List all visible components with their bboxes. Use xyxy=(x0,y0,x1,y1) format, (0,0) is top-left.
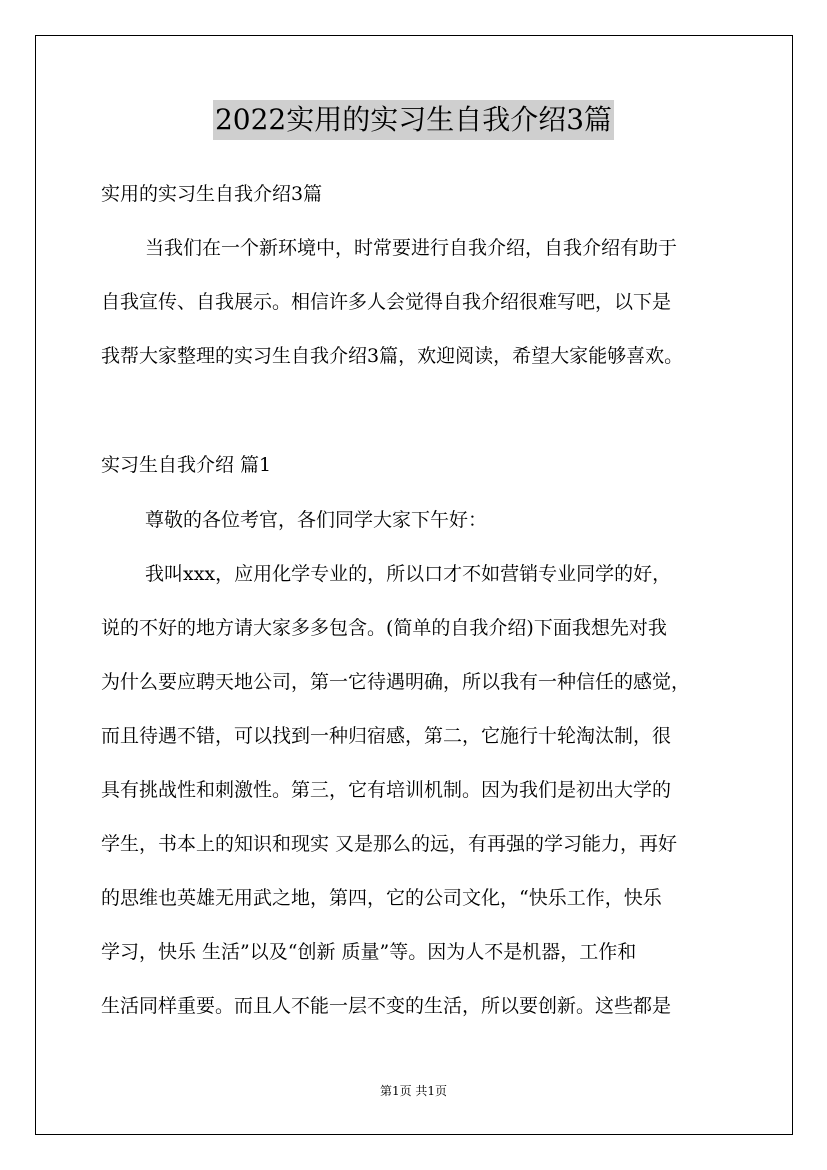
body-line-3: 为什么要应聘天地公司，第一它待遇明确，所以我有一种信任的感觉， xyxy=(101,671,691,693)
section-heading: 实习生自我介绍 篇1 xyxy=(101,454,272,476)
body-line-6: 学生，书本上的知识和现实 又是那么的远，有再强的学习能力，再好 xyxy=(101,833,678,855)
intro-line-2: 自我宣传、自我展示。相信许多人会觉得自我介绍很难写吧，以下是 xyxy=(101,291,672,313)
body-line-1: 我叫xxx，应用化学专业的，所以口才不如营销专业同学的好， xyxy=(145,563,672,585)
body-line-7: 的思维也英雄无用武之地，第四，它的公司文化，“快乐工作，快乐 xyxy=(101,887,662,909)
body-line-2: 说的不好的地方请大家多多包含。(简单的自我介绍)下面我想先对我 xyxy=(101,617,667,639)
page-footer: 第1页 共1页 xyxy=(379,1084,448,1098)
title-container xyxy=(0,100,827,140)
document-subtitle: 实用的实习生自我介绍3篇 xyxy=(101,183,323,205)
body-line-9: 生活同样重要。而且人不能一层不变的生活，所以要创新。这些都是 xyxy=(101,995,672,1017)
body-line-4: 而且待遇不错，可以找到一种归宿感，第二，它施行十轮淘汰制，很 xyxy=(101,725,672,747)
greeting-line: 尊敬的各位考官，各们同学大家下午好： xyxy=(145,509,488,531)
intro-line-3: 我帮大家整理的实习生自我介绍3篇，欢迎阅读，希望大家能够喜欢。 xyxy=(101,345,684,367)
body-line-8: 学习，快乐 生活”以及“创新 质量”等。因为人不是机器，工作和 xyxy=(101,941,637,963)
document-title: 2022实用的实习生自我介绍3篇 xyxy=(213,100,614,140)
body-line-5: 具有挑战性和刺激性。第三，它有培训机制。因为我们是初出大学的 xyxy=(101,779,672,801)
intro-line-1: 当我们在一个新环境中，时常要进行自我介绍，自我介绍有助于 xyxy=(145,237,678,259)
